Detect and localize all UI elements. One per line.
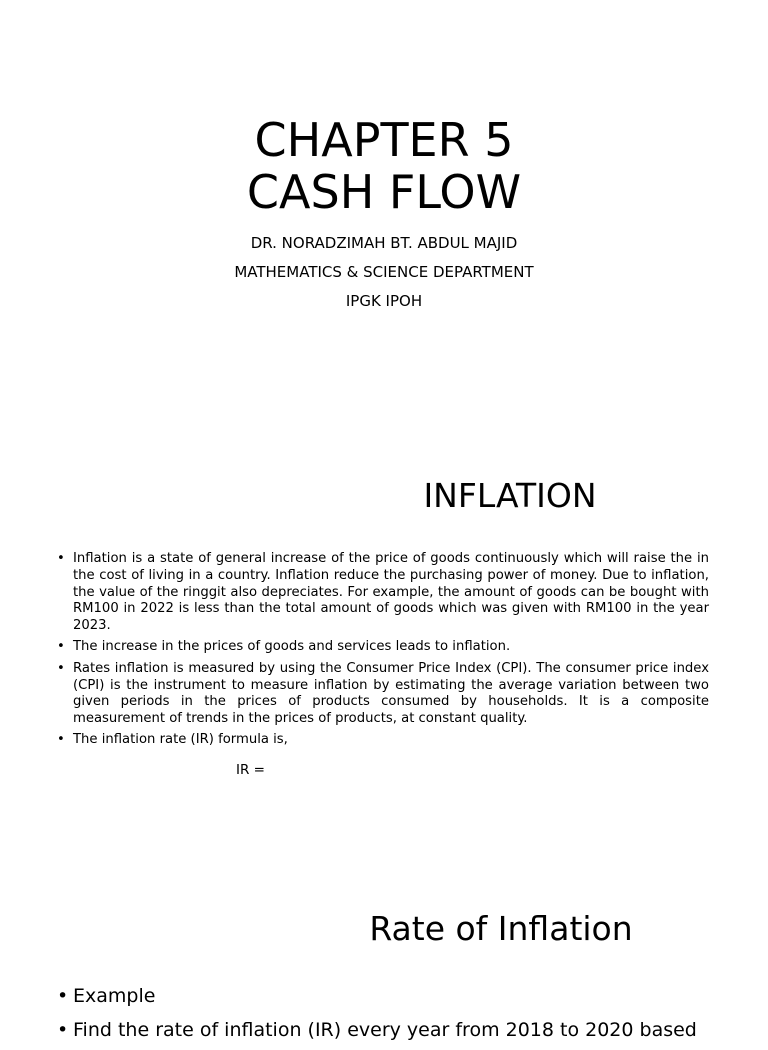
chapter-title-line2: CASH FLOW [246, 165, 522, 219]
rate-of-inflation-title: Rate of Inflation [369, 909, 633, 948]
chapter-title [0, 114, 768, 218]
bullet-icon: • [57, 639, 65, 655]
bullet-icon: • [57, 551, 65, 566]
bullet-text: Example [73, 985, 156, 1007]
bullet-text: Inflation is a state of general increase of the price of goods continuously which will raise the in the cost of living in a country. Inflation reduce the purchasing power of money. Due to inflation, the value of the ringgit also depreciates. For example, the amount of goods can be bought with RM100 in 2022 is less than the total amount of goods which was given with RM100 in the year 2023. [73, 551, 709, 634]
list-item [57, 732, 709, 749]
list-item [57, 639, 709, 656]
author-name: DR. NORADZIMAH BT. ABDUL MAJID [250, 234, 518, 252]
inflation-title: INFLATION [423, 476, 597, 515]
list-item [57, 661, 709, 728]
inflation-bullet-list [57, 551, 709, 754]
list-item [57, 551, 709, 635]
bullet-text: The inflation rate (IR) formula is, [73, 732, 288, 748]
bullet-icon: • [57, 660, 65, 676]
bullet-icon: • [57, 732, 65, 748]
list-item [57, 1016, 717, 1044]
chapter-title-line1: CHAPTER 5 [254, 113, 514, 167]
list-item [57, 982, 717, 1010]
subtitle-block [0, 229, 768, 316]
bullet-icon: • [57, 1019, 69, 1041]
bullet-text: Rates inflation is measured by using the Consumer Price Index (CPI). The consumer price index (CPI) is the instrument to measure inflation by estimating the average variation between two given periods in the prices of products consumed by households. It is a composite measurement of trends in the prices of products, at constant quality. [73, 660, 709, 727]
institution-name: IPGK IPOH [345, 292, 423, 310]
department-name: MATHEMATICS & SCIENCE DEPARTMENT [234, 263, 534, 281]
bullet-icon: • [57, 985, 69, 1007]
bullet-text: Find the rate of inflation (IR) every year from 2018 to 2020 based [73, 1019, 697, 1041]
title-slide [0, 0, 768, 340]
bullet-text: The increase in the prices of goods and services leads to inflation. [73, 639, 511, 655]
inflation-formula-label: IR = [236, 762, 265, 778]
rate-bullet-list [57, 982, 717, 1050]
